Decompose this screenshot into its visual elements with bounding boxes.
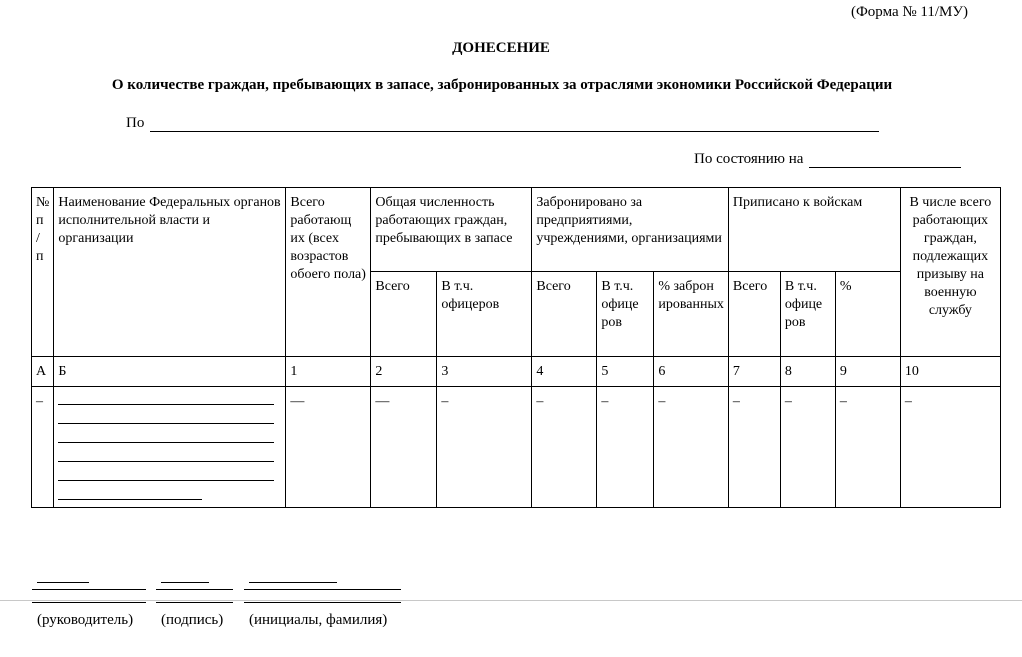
- signature-field-sign[interactable]: [156, 582, 233, 604]
- index-cell: 7: [728, 357, 780, 387]
- form-number: (Форма № 11/МУ): [850, 4, 968, 20]
- data-cell-reserve-officers[interactable]: –: [437, 387, 532, 508]
- data-cell-reserved-total[interactable]: –: [532, 387, 597, 508]
- name-blank-lines: [58, 393, 281, 500]
- col-header-reserve-group: Общая численность работающих граждан, пребывающих в запасе: [371, 188, 532, 272]
- state-date-blank-line[interactable]: [809, 152, 961, 168]
- blank-line: [249, 582, 337, 583]
- data-cell-assigned-pct[interactable]: –: [835, 387, 900, 508]
- col-header-conscription: В числе всего работающих граждан, подлежащих призыву на военную службу: [900, 188, 1000, 357]
- data-cell-conscription[interactable]: –: [900, 387, 1000, 508]
- blank-line: [244, 589, 401, 590]
- col-header-reserved-group: Забронировано за предприятиями, учреждениями, организациями: [532, 188, 729, 272]
- col-header-reserve-officers: В т.ч. офицеров: [437, 272, 532, 357]
- document-subtitle: О количестве граждан, пребывающих в запасе, забронированных за отраслями экономики Российской Федерации: [111, 77, 893, 93]
- blank-line: [244, 602, 401, 603]
- index-cell: Б: [54, 357, 286, 387]
- col-header-assigned-group: Приписано к войскам: [728, 188, 900, 272]
- blank-line: [58, 393, 274, 405]
- po-label: По: [126, 115, 145, 131]
- blank-line: [32, 589, 146, 590]
- index-cell: 3: [437, 357, 532, 387]
- po-blank-line[interactable]: [150, 116, 879, 132]
- col-header-reserved-pct: % заброн ированных: [654, 272, 729, 357]
- blank-line: [32, 602, 146, 603]
- index-cell: 2: [371, 357, 437, 387]
- index-cell: 10: [900, 357, 1000, 387]
- po-field: [126, 115, 879, 132]
- col-header-assigned-officers: В т.ч. офице ров: [780, 272, 835, 357]
- blank-line: [58, 425, 274, 443]
- blank-line: [156, 602, 233, 603]
- blank-line: [37, 582, 89, 583]
- data-cell-num[interactable]: –: [32, 387, 54, 508]
- col-header-assigned-pct: %: [835, 272, 900, 357]
- col-header-reserved-total: Всего: [532, 272, 597, 357]
- index-cell: А: [32, 357, 54, 387]
- data-cell-reserve-total[interactable]: —: [371, 387, 437, 508]
- col-header-total-workers: Всего работающ их (всех возрастов обоего пола): [286, 188, 371, 357]
- blank-line: [58, 444, 274, 462]
- blank-line: [161, 582, 209, 583]
- col-header-name: Наименование Федеральных органов исполнительной власти и организации: [54, 188, 286, 357]
- table-row: [32, 387, 1001, 508]
- label-signature: (подпись): [161, 612, 224, 628]
- index-cell: 1: [286, 357, 371, 387]
- state-date-label: По состоянию на: [694, 151, 804, 167]
- col-header-num: № п / п: [32, 188, 54, 357]
- data-cell-reserved-officers[interactable]: –: [597, 387, 654, 508]
- signature-field-initials[interactable]: [244, 582, 401, 604]
- header-row-1: [32, 188, 1001, 272]
- index-cell: 6: [654, 357, 729, 387]
- data-cell-name[interactable]: [54, 387, 286, 508]
- column-index-row: [32, 357, 1001, 387]
- col-header-assigned-total: Всего: [728, 272, 780, 357]
- page-break-line: [0, 600, 1022, 601]
- label-initials: (инициалы, фамилия): [249, 612, 388, 628]
- state-date-field: [694, 151, 961, 168]
- index-cell: 9: [835, 357, 900, 387]
- report-table: [31, 187, 1001, 508]
- signature-field-head[interactable]: [32, 582, 146, 604]
- data-cell-reserved-pct[interactable]: –: [654, 387, 729, 508]
- data-cell-assigned-total[interactable]: –: [728, 387, 780, 508]
- blank-line: [58, 482, 202, 500]
- col-header-reserved-officers: В т.ч. офице ров: [597, 272, 654, 357]
- index-cell: 5: [597, 357, 654, 387]
- label-head: (руководитель): [37, 612, 134, 628]
- col-header-reserve-total: Всего: [371, 272, 437, 357]
- blank-line: [58, 463, 274, 481]
- blank-line: [156, 589, 233, 590]
- data-cell-assigned-officers[interactable]: –: [780, 387, 835, 508]
- document-title: ДОНЕСЕНИЕ: [452, 40, 550, 56]
- index-cell: 4: [532, 357, 597, 387]
- blank-line: [58, 406, 274, 424]
- data-cell-total-workers[interactable]: —: [286, 387, 371, 508]
- index-cell: 8: [780, 357, 835, 387]
